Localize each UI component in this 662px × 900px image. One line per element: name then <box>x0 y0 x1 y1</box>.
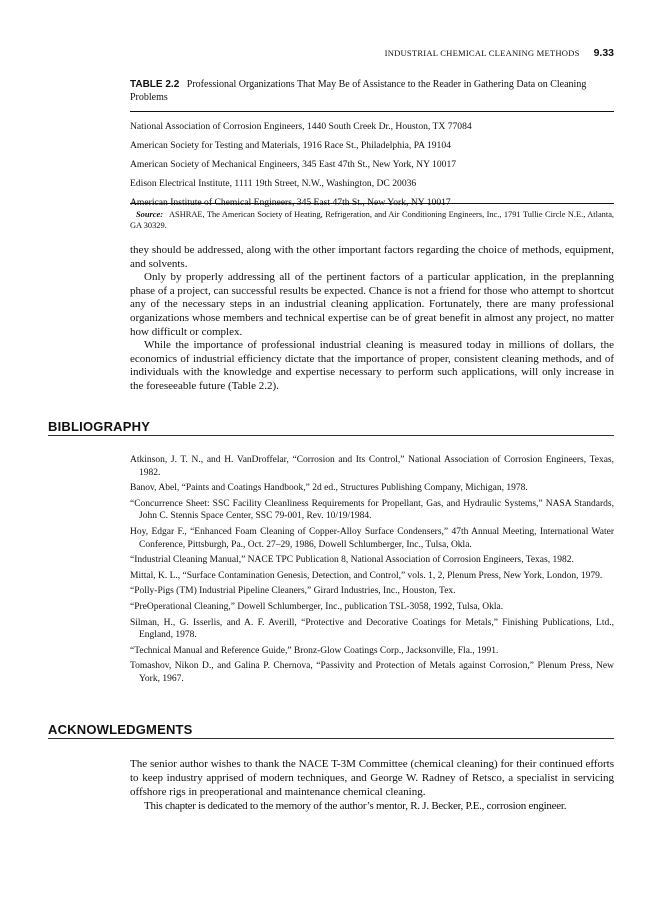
table-caption-text: Professional Organizations That May Be of Assistance to the Reader in Gathering Data on Cleaning Problems <box>130 79 587 103</box>
table-source-note <box>130 209 614 231</box>
acknowledgments-heading: ACKNOWLEDGMENTS <box>48 722 193 737</box>
bibliography-entry: Banov, Abel, “Paints and Coatings Handbook,” 2d ed., Structures Publishing Company, Michigan, 1978. <box>130 483 528 494</box>
acknowledgments-heading-rule <box>48 738 614 739</box>
table-row: Edison Electrical Institute, 1111 19th Street, N.W., Washington, DC 20036 <box>130 178 417 189</box>
bibliography-entry: “Polly-Pigs (TM) Industrial Pipeline Cleaners,” Girard Industries, Inc., Houston, Tex. <box>130 586 456 597</box>
table-bottom-rule <box>130 203 614 204</box>
bibliography-entry: “PreOperational Cleaning,” Dowell Schlumberger, Inc., publication TSL-3058, 1992, Tulsa, Okla. <box>130 601 504 612</box>
table-caption <box>130 79 614 104</box>
bibliography-entry: “Technical Manual and Reference Guide,” Bronz-Glow Coatings Corp., Jacksonville, Fla., 1991. <box>130 645 499 656</box>
running-head <box>130 47 614 59</box>
body-paragraph: Only by properly addressing all of the pertinent factors of a particular application, in the preplanning phase of a project, can successful results be expected. Chance is not a friend for those who attempt to shortcut any of the necessary steps in an industrial cleaning application. Fortunately, there are many professional organizations whose members and technical expertise can be of great benefit in almost any project, no matter how difficult or complex. <box>130 271 614 338</box>
page-number: 9.33 <box>593 47 614 59</box>
table-row: National Association of Corrosion Engineers, 1440 South Creek Dr., Houston, TX 77084 <box>130 121 472 132</box>
table-row: American Society of Mechanical Engineers, 345 East 47th St., New York, NY 10017 <box>130 159 457 170</box>
body-paragraph: they should be addressed, along with the other important factors regarding the choice of methods, equipment, and solvents. <box>130 244 614 270</box>
bibliography-entry: Tomashov, Nikon D., and Galina P. Chernova, “Passivity and Protection of Metals against Corrosion,” Plenum Press, New York, 1967. <box>130 661 614 684</box>
body-paragraph: While the importance of professional industrial cleaning is measured today in millions of dollars, the economics of industrial efficiency dictate that the importance of proper, consistent cleaning methods, and of individuals with the knowledge and expertise necessary to perform such applications, will only increase in the foreseeable future (Table 2.2). <box>130 339 614 392</box>
bibliography-heading: BIBLIOGRAPHY <box>48 419 151 434</box>
table-row: American Society for Testing and Materials, 1916 Race St., Philadelphia, PA 19104 <box>130 140 451 151</box>
running-head-title: INDUSTRIAL CHEMICAL CLEANING METHODS <box>384 48 580 58</box>
body-text <box>130 244 614 394</box>
bibliography-entry: Hoy, Edgar F., “Enhanced Foam Cleaning of Copper-Alloy Surface Condensers,” 47th Annual Meeting, International Water Conference, Pittsburgh, Pa., Oct. 27–29, 1986, Dowell Schlumberger, Inc., Tulsa, Okla. <box>130 526 614 550</box>
bibliography-heading-rule <box>48 435 614 436</box>
source-label: Source: <box>136 210 163 219</box>
table-top-rule <box>130 111 614 112</box>
acknowledgments-paragraph: This chapter is dedicated to the memory of the author’s mentor, R. J. Becker, P.E., corrosion engineer. <box>144 800 567 812</box>
bibliography-entry: Silman, H., G. Isserlis, and A. F. Averill, “Protective and Decorative Coatings for Metals,” Finishing Publications, Ltd., England, 1978. <box>130 617 614 641</box>
bibliography-entry: Mittal, K. L., “Surface Contamination Genesis, Detection, and Control,” vols. 1, 2, Plenum Press, New York, London, 1979. <box>130 570 603 581</box>
source-text: ASHRAE, The American Society of Heating, Refrigeration, and Air Conditioning Engineers, Inc., 1791 Tullie Circle N.E., Atlanta, GA 30329. <box>130 210 614 230</box>
bibliography-entry: “Industrial Cleaning Manual,” NACE TPC Publication 8, National Association of Corrosion Engineers, Texas, 1982. <box>130 555 574 566</box>
organizations-table <box>130 117 614 212</box>
bibliography-list <box>130 454 614 689</box>
acknowledgments-text <box>130 757 614 813</box>
table-label: TABLE 2.2 <box>130 79 180 90</box>
bibliography-entry: “Concurrence Sheet: SSC Facility Cleanliness Requirements for Propellant, Gas, and Hydraulic Systems,” NASA Standards, John C. Stennis Space Center, SSC 79-001, Rev. 10/19/1984. <box>130 498 614 522</box>
acknowledgments-paragraph: The senior author wishes to thank the NACE T-3M Committee (chemical cleaning) for their continued efforts to keep industry apprised of modern techniques, and George W. Radney of Retsco, a specialist in servicing offshore rigs in preoperational and maintenance chemical cleaning. <box>130 758 614 798</box>
bibliography-entry: Atkinson, J. T. N., and H. VanDroffelar, “Corrosion and Its Control,” National Association of Corrosion Engineers, Texas, 1982. <box>130 455 614 478</box>
